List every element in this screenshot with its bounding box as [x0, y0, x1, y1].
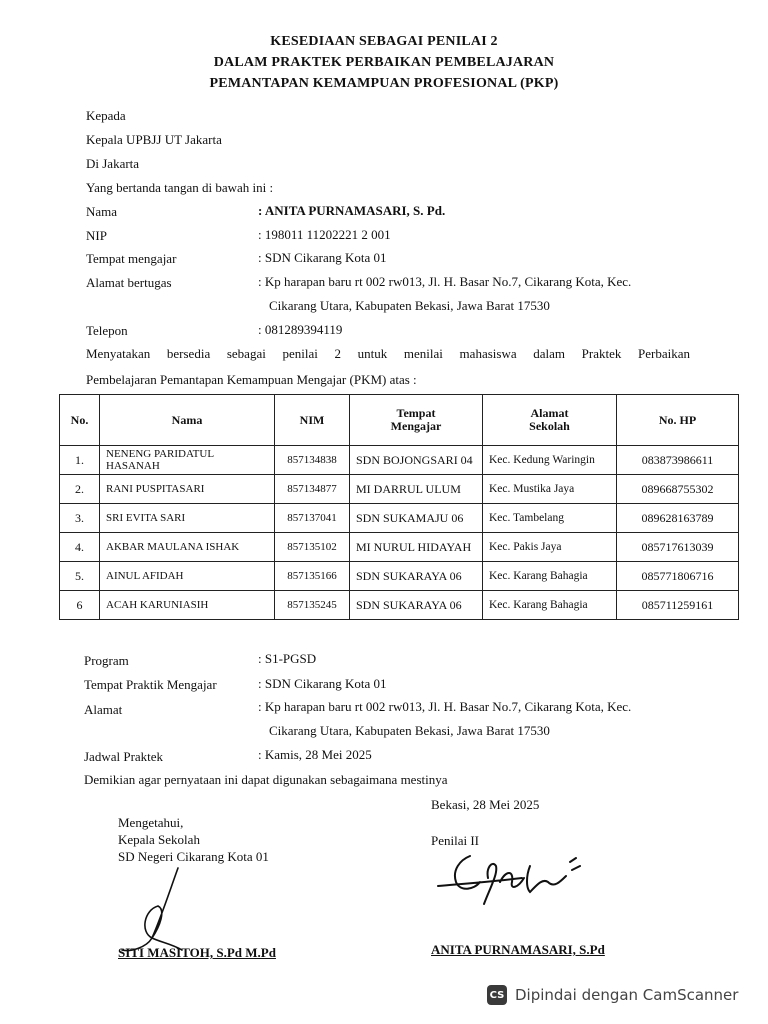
camscanner-text: Dipindai dengan CamScanner — [515, 986, 739, 1004]
cell-alamat: Kec. Tambelang — [483, 504, 617, 533]
cell-alamat: Kec. Karang Bahagia — [483, 591, 617, 620]
cell-nim: 857135245 — [275, 591, 350, 620]
identity-nama-value: : ANITA PURNAMASARI, S. Pd. — [258, 203, 446, 218]
program-alamat-label: Alamat — [84, 702, 123, 717]
identity-tempat-label: Tempat mengajar — [86, 251, 177, 266]
identity-telepon-value: : 081289394119 — [258, 322, 343, 337]
cell-nim: 857134877 — [275, 475, 350, 504]
program-label: Program — [84, 653, 129, 668]
header-no: No. — [60, 395, 100, 446]
header-alamat-line-2: Sekolah — [529, 419, 570, 433]
student-table — [59, 394, 739, 620]
header-nim: NIM — [275, 395, 350, 446]
cell-hp: 085771806716 — [617, 562, 739, 591]
cell-nama: SRI EVITA SARI — [100, 504, 275, 533]
left-sign-line-1: Mengetahui, — [118, 815, 184, 830]
program-tempat-label: Tempat Praktik Mengajar — [84, 677, 217, 692]
table-row — [60, 591, 739, 620]
header-tempat-line-2: Mengajar — [390, 419, 442, 433]
header-tempat-line-1: Tempat — [396, 406, 436, 420]
identity-alamat-value-2: Cikarang Utara, Kabupaten Bekasi, Jawa Barat 17530 — [269, 298, 550, 313]
cell-hp: 085717613039 — [617, 533, 739, 562]
address-kepada: Kepada — [86, 108, 126, 123]
identity-alamat-label: Alamat bertugas — [86, 275, 172, 290]
header-alamat — [483, 395, 617, 446]
cell-no: 6 — [60, 591, 100, 620]
cell-tempat: SDN BOJONGSARI 04 — [350, 446, 483, 475]
table-row — [60, 533, 739, 562]
cell-hp: 089668755302 — [617, 475, 739, 504]
right-signature-icon — [430, 848, 590, 918]
place-date: Bekasi, 28 Mei 2025 — [431, 797, 540, 812]
header-tempat — [350, 395, 483, 446]
identity-nip-label: NIP — [86, 228, 107, 243]
program-tempat-value: : SDN Cikarang Kota 01 — [258, 676, 387, 691]
cell-tempat: SDN SUKARAYA 06 — [350, 591, 483, 620]
cell-hp: 089628163789 — [617, 504, 739, 533]
table-row — [60, 562, 739, 591]
cell-nim: 857135102 — [275, 533, 350, 562]
cell-alamat: Kec. Pakis Jaya — [483, 533, 617, 562]
cell-tempat: MI NURUL HIDAYAH — [350, 533, 483, 562]
cell-hp: 083873986611 — [617, 446, 739, 475]
doc-title-line-3: PEMANTAPAN KEMAMPUAN PROFESIONAL (PKP) — [209, 76, 559, 91]
cell-alamat: Kec. Mustika Jaya — [483, 475, 617, 504]
table-row — [60, 475, 739, 504]
cell-nama: AKBAR MAULANA ISHAK — [100, 533, 275, 562]
cell-tempat: MI DARRUL ULUM — [350, 475, 483, 504]
program-value: : S1-PGSD — [258, 651, 317, 666]
table-row — [60, 446, 739, 475]
cell-nama: ACAH KARUNIASIH — [100, 591, 275, 620]
left-sign-line-2: Kepala Sekolah — [118, 832, 200, 847]
cell-tempat: SDN SUKAMAJU 06 — [350, 504, 483, 533]
right-sign-role: Penilai II — [431, 833, 480, 848]
header-nama: Nama — [100, 395, 275, 446]
camscanner-logo-icon: CS — [487, 985, 507, 1005]
table-header-row — [60, 395, 739, 446]
cell-nim: 857137041 — [275, 504, 350, 533]
cell-nama: RANI PUSPITASARI — [100, 475, 275, 504]
cell-tempat: SDN SUKARAYA 06 — [350, 562, 483, 591]
program-jadwal-label: Jadwal Praktek — [84, 749, 164, 764]
statement-line-1: Menyatakan bersedia sebagai penilai 2 untuk menilai mahasiswa dalam Praktek Perbaikan — [86, 346, 690, 361]
identity-tempat-value: : SDN Cikarang Kota 01 — [258, 250, 387, 265]
cell-nim: 857135166 — [275, 562, 350, 591]
header-alamat-line-1: Alamat — [530, 406, 569, 420]
cell-no: 3. — [60, 504, 100, 533]
cell-no: 1. — [60, 446, 100, 475]
program-alamat-value-2: Cikarang Utara, Kabupaten Bekasi, Jawa Barat 17530 — [269, 723, 550, 738]
cell-nama: NENENG PARIDATUL HASANAH — [100, 446, 275, 475]
left-sign-line-3: SD Negeri Cikarang Kota 01 — [118, 849, 269, 864]
identity-nama-label: Nama — [86, 204, 118, 219]
header-hp: No. HP — [617, 395, 739, 446]
cell-nama: AINUL AFIDAH — [100, 562, 275, 591]
camscanner-watermark — [487, 985, 738, 1005]
identity-nip-value: : 198011 11202221 2 001 — [258, 227, 391, 242]
table-row — [60, 504, 739, 533]
cell-hp: 085711259161 — [617, 591, 739, 620]
cell-no: 5. — [60, 562, 100, 591]
left-signatory-name: SITI MASITOH, S.Pd M.Pd — [118, 945, 276, 960]
doc-title-line-1: KESEDIAAN SEBAGAI PENILAI 2 — [270, 34, 498, 49]
program-alamat-value-1: : Kp harapan baru rt 002 rw013, Jl. H. Basar No.7, Cikarang Kota, Kec. — [258, 699, 632, 714]
statement-line-2: Pembelajaran Pemantapan Kemampuan Mengajar (PKM) atas : — [86, 372, 417, 387]
address-intro: Yang bertanda tangan di bawah ini : — [86, 180, 274, 195]
program-jadwal-value: : Kamis, 28 Mei 2025 — [258, 747, 372, 762]
address-location: Di Jakarta — [86, 156, 140, 171]
cell-alamat: Kec. Kedung Waringin — [483, 446, 617, 475]
identity-telepon-label: Telepon — [86, 323, 128, 338]
identity-alamat-value-1: : Kp harapan baru rt 002 rw013, Jl. H. Basar No.7, Cikarang Kota, Kec. — [258, 274, 632, 289]
closing-statement: Demikian agar pernyataan ini dapat digunakan sebagaimana mestinya — [84, 772, 448, 787]
cell-no: 2. — [60, 475, 100, 504]
address-recipient: Kepala UPBJJ UT Jakarta — [86, 132, 222, 147]
cell-nim: 857134838 — [275, 446, 350, 475]
cell-no: 4. — [60, 533, 100, 562]
cell-alamat: Kec. Karang Bahagia — [483, 562, 617, 591]
right-signatory-name: ANITA PURNAMASARI, S.Pd — [431, 942, 605, 957]
doc-title-line-2: DALAM PRAKTEK PERBAIKAN PEMBELAJARAN — [213, 55, 555, 70]
